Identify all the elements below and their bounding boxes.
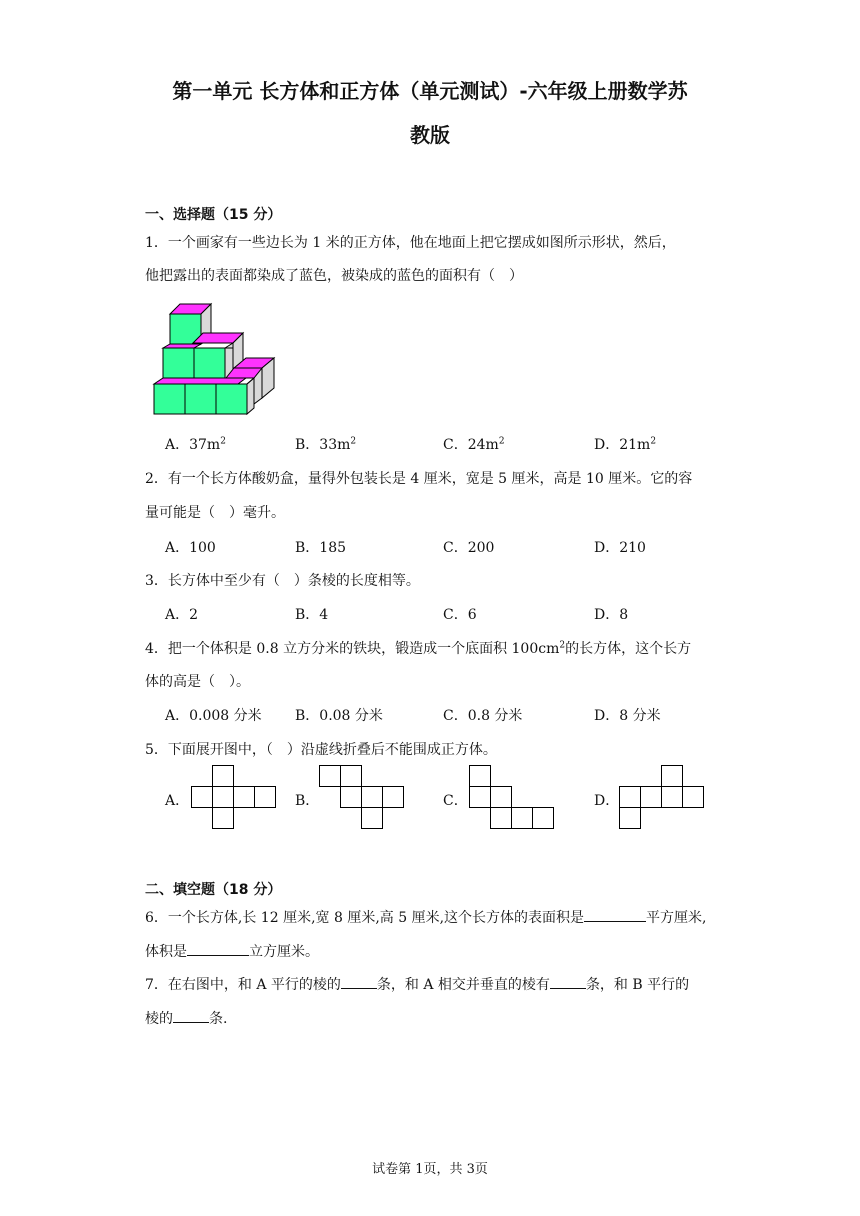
answer-blank[interactable] [187, 943, 249, 956]
answer-blank[interactable] [584, 909, 646, 922]
question-4-line-1: 4．把一个体积是 0.8 立方分米的铁块，锻造成一个底面积 $100cm^2$的长方体，这个长方 [145, 640, 692, 657]
page-title-line-2: 教版 [410, 123, 450, 147]
page-footer: 试卷第 1页，共 3页 [372, 1162, 488, 1177]
section-heading-choice: 一、选择题（15 分） [145, 207, 282, 223]
answer-blank[interactable] [173, 1010, 209, 1023]
question-1-option-a[interactable]: A．$37m^2$ [165, 436, 226, 453]
page-title-line-1: 第一单元 长方体和正方体（单元测试）-六年级上册数学苏 [172, 79, 688, 103]
question-7-line-1: 7．在右图中，和 A 平行的棱的 条，和 A 相交并垂直的棱有 条，和 B 平行的 [145, 977, 690, 993]
question-2-line-2: 量可能是（ ）毫升。 [145, 505, 285, 521]
question-3-option-c[interactable]: C．6 [443, 607, 477, 623]
cube-stack-figure [150, 300, 280, 416]
question-1-line-1: 1．一个画家有一些边长为 1 米的正方体，他在地面上把它摆成如图所示形状，然后， [145, 235, 676, 251]
question-5-label-c[interactable]: C． [443, 793, 468, 809]
question-3-option-d[interactable]: D．8 [594, 607, 629, 623]
question-2-option-b[interactable]: B．185 [295, 540, 347, 556]
question-5-label-a[interactable]: A． [165, 793, 190, 809]
question-1-option-d[interactable]: D．$21m^2$ [594, 436, 657, 453]
question-5-label-b[interactable]: B． [295, 793, 320, 809]
question-5-label-d[interactable]: D． [594, 793, 620, 809]
question-3-line-1: 3．长方体中至少有（ ）条棱的长度相等。 [145, 573, 420, 589]
question-2-option-a[interactable]: A．100 [165, 540, 216, 556]
question-4-line-2: 体的高是（ ）。 [145, 674, 250, 690]
question-2-option-c[interactable]: C．200 [443, 540, 495, 556]
question-6-line-1: 6．一个长方体,长 12 厘米,宽 8 厘米,高 5 厘米,这个长方体的表面积是 平方厘米, [145, 910, 707, 926]
question-1-option-c[interactable]: C．$24m^2$ [443, 436, 505, 453]
question-1-line-2: 他把露出的表面都染成了蓝色，被染成的蓝色的面积有（ ） [145, 268, 523, 284]
cube-net-c[interactable] [468, 765, 556, 831]
question-4-option-d[interactable]: D．8 分米 [594, 708, 661, 724]
question-6-line-2: 体积是 立方厘米。 [145, 944, 319, 960]
question-7-line-2: 棱的 条. [145, 1011, 228, 1027]
answer-blank[interactable] [550, 976, 586, 989]
question-4-option-c[interactable]: C．0.8 分米 [443, 708, 523, 724]
question-4-option-a[interactable]: A．0.008 分米 [165, 708, 262, 724]
question-2-option-d[interactable]: D．210 [594, 540, 646, 556]
question-2-line-1: 2．有一个长方体酸奶盒，量得外包装长是 4 厘米，宽是 5 厘米，高是 10 厘米。它的容 [145, 471, 693, 487]
question-5-line-1: 5．下面展开图中，（ ）沿虚线折叠后不能围成正方体。 [145, 742, 497, 758]
cube-net-d[interactable] [618, 765, 706, 831]
cube-net-a[interactable] [190, 765, 278, 831]
question-1-option-b[interactable]: B．$33m^2$ [295, 436, 357, 453]
question-4-option-b[interactable]: B．0.08 分米 [295, 708, 383, 724]
cube-net-b[interactable] [318, 765, 406, 831]
question-3-option-b[interactable]: B．4 [295, 607, 329, 623]
section-heading-fill-blank: 二、填空题（18 分） [145, 882, 282, 898]
question-3-option-a[interactable]: A．2 [165, 607, 199, 623]
answer-blank[interactable] [341, 976, 377, 989]
